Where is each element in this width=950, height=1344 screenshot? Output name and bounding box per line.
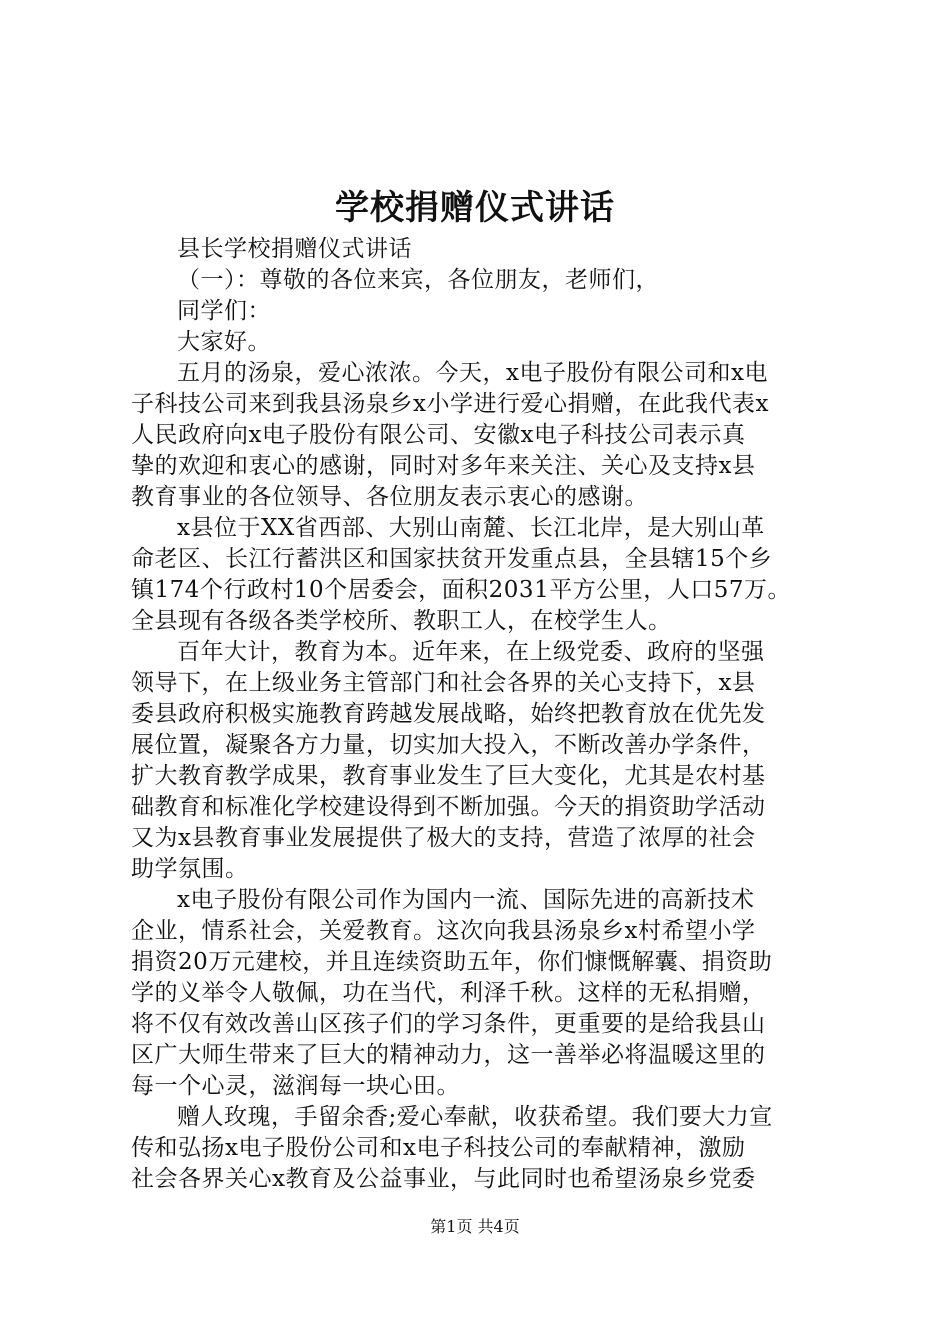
- body-line: 企业，情系社会，关爱教育。这次向我县汤泉乡x村希望小学: [131, 918, 756, 944]
- document-title: 学校捐赠仪式讲话: [335, 188, 615, 228]
- body-line: 县长学校捐赠仪式讲话: [177, 236, 412, 262]
- body-line: 委县政府积极实施教育跨越发展战略，始终把教育放在优先发: [131, 701, 766, 727]
- body-line: 础教育和标准化学校建设得到不断加强。今天的捐资助学活动: [131, 794, 766, 820]
- page-footer: 第1页 共4页: [430, 1217, 520, 1236]
- body-line: 挚的欢迎和衷心的感谢，同时对多年来关注、关心及支持x县: [131, 453, 756, 479]
- body-line: 子科技公司来到我县汤泉乡x小学进行爱心捐赠，在此我代表x: [131, 391, 769, 417]
- body-line: 助学氛围。: [131, 856, 249, 882]
- body-line: 五月的汤泉，爱心浓浓。今天，x电子股份有限公司和x电: [177, 360, 768, 386]
- body-line: 全县现有各级各类学校所、教职工人，在校学生人。: [131, 608, 672, 634]
- body-line: 社会各界关心x教育及公益事业，与此同时也希望汤泉乡党委: [131, 1166, 756, 1192]
- body-line: 将不仅有效改善山区孩子们的学习条件，更重要的是给我县山: [131, 1011, 766, 1037]
- body-line: 捐资20万元建校，并且连续资助五年，你们慷慨解囊、捐资助: [131, 949, 773, 975]
- body-line: 领导下，在上级业务主管部门和社会各界的关心支持下，x县: [131, 670, 756, 696]
- body-line: 每一个心灵，滋润每一块心田。: [131, 1073, 460, 1099]
- body-line: 命老区、长江行蓄洪区和国家扶贫开发重点县，全县辖15个乡: [131, 546, 773, 572]
- body-line: 赠人玫瑰，手留余香;爱心奉献，收获希望。我们要大力宣: [177, 1104, 773, 1130]
- body-line: 百年大计，教育为本。近年来，在上级党委、政府的坚强: [177, 639, 765, 665]
- body-line: 传和弘扬x电子股份公司和x电子科技公司的奉献精神，激励: [131, 1135, 746, 1161]
- document-body: [131, 234, 831, 1195]
- body-line: x县位于XX省西部、大别山南麓、长江北岸，是大别山革: [177, 515, 765, 541]
- body-line: 又为x县教育事业发展提供了极大的支持，营造了浓厚的社会: [131, 825, 756, 851]
- body-line: 扩大教育教学成果，教育事业发生了巨大变化，尤其是农村基: [131, 763, 766, 789]
- body-line: 人民政府向x电子股份有限公司、安徽x电子科技公司表示真: [131, 422, 746, 448]
- body-line: 学的义举令人敬佩，功在当代，利泽千秋。这样的无私捐赠，: [131, 980, 766, 1006]
- body-line: x电子股份有限公司作为国内一流、国际先进的高新技术: [177, 887, 755, 913]
- body-line: 展位置，凝聚各方力量，切实加大投入，不断改善办学条件，: [131, 732, 766, 758]
- body-line: （一）：尊敬的各位来宾，各位朋友，老师们，: [177, 267, 659, 293]
- body-line: 区广大师生带来了巨大的精神动力，这一善举必将温暖这里的: [131, 1042, 766, 1068]
- body-line: 同学们：: [177, 298, 271, 324]
- body-line: 镇174个行政村10个居委会，面积2031平方公里，人口57万。: [131, 577, 791, 603]
- body-line: 教育事业的各位领导、各位朋友表示衷心的感谢。: [131, 484, 648, 510]
- body-line: 大家好。: [177, 329, 271, 355]
